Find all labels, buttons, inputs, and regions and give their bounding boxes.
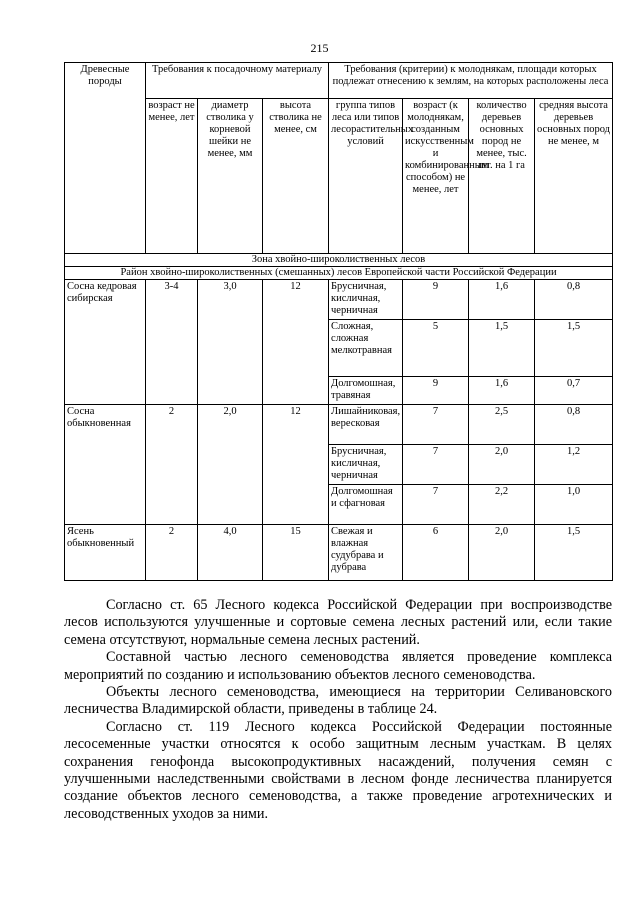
tree-count-cell: 2,0 bbox=[469, 445, 535, 485]
average-height-cell: 0,7 bbox=[535, 377, 613, 405]
paragraph-seed-use: Согласно ст. 65 Лесного кодекса Российской Федерации при воспроизводстве лесов используются улучшенные и сортовые семена лесных растений или, если такие семена отсутствуют, нормальные семена лесных растений. bbox=[64, 597, 612, 648]
species-cell: Ясень обыкновенный bbox=[65, 525, 146, 581]
forest-type-cell: Брусничная, кисличная, черничная bbox=[329, 280, 403, 320]
average-height-cell: 1,5 bbox=[535, 525, 613, 581]
tree-count-cell: 1,6 bbox=[469, 377, 535, 405]
forest-type-cell: Свежая и влажная судубрава и дубрава bbox=[329, 525, 403, 581]
header-age: возраст не менее, лет bbox=[146, 99, 198, 254]
body-text bbox=[64, 597, 612, 823]
young-age-cell: 6 bbox=[403, 525, 469, 581]
table-row bbox=[65, 525, 613, 581]
diameter-cell: 3,0 bbox=[198, 280, 263, 405]
average-height-cell: 1,5 bbox=[535, 320, 613, 377]
diameter-cell: 2,0 bbox=[198, 405, 263, 525]
header-tree-count: количество деревьев основных пород не менее, тыс. шт. на 1 га bbox=[469, 99, 535, 254]
young-age-cell: 9 bbox=[403, 377, 469, 405]
header-planting-material: Требования к посадочному материалу bbox=[146, 63, 329, 99]
header-forest-group: группа типов леса или типов лесорастительных условий bbox=[329, 99, 403, 254]
forest-type-cell: Лишайниковая, вересковая bbox=[329, 405, 403, 445]
paragraph-seed-plots: Согласно ст. 119 Лесного кодекса Российской Федерации постоянные лесосеменные участки относятся к особо защитным лесным участкам. В целях сохранения генофонда высокопродуктивных насаждений, получения семян с улучшенными наследственными свойствами в лесном фонде лесничества планируется создание объектов лесного семеноводства, а также проведение агротехнических и лесоводственных уходов за ними. bbox=[64, 718, 612, 822]
average-height-cell: 0,8 bbox=[535, 280, 613, 320]
young-age-cell: 9 bbox=[403, 280, 469, 320]
forest-type-cell: Долгомошная и сфагновая bbox=[329, 485, 403, 525]
region-row: Район хвойно-широколиственных (смешанных) лесов Европейской части Российской Федерации bbox=[65, 267, 613, 280]
forest-type-cell: Брусничная, кисличная, черничная bbox=[329, 445, 403, 485]
young-age-cell: 7 bbox=[403, 485, 469, 525]
tree-count-cell: 1,5 bbox=[469, 320, 535, 377]
forest-type-cell: Долгомошная, травяная bbox=[329, 377, 403, 405]
young-age-cell: 7 bbox=[403, 445, 469, 485]
age-cell: 2 bbox=[146, 405, 198, 525]
average-height-cell: 1,2 bbox=[535, 445, 613, 485]
young-age-cell: 5 bbox=[403, 320, 469, 377]
species-cell: Сосна кедровая сибирская bbox=[65, 280, 146, 405]
paragraph-seed-component: Составной частью лесного семеноводства является проведение комплекса мероприятий по созданию и использованию объектов лесного семеноводства. bbox=[64, 649, 612, 683]
height-cell: 15 bbox=[263, 525, 329, 581]
tree-count-cell: 2,2 bbox=[469, 485, 535, 525]
table-row bbox=[65, 280, 613, 320]
forest-type-cell: Сложная, сложная мелкотравная bbox=[329, 320, 403, 377]
tree-count-cell: 2,5 bbox=[469, 405, 535, 445]
height-cell: 12 bbox=[263, 280, 329, 405]
age-cell: 3-4 bbox=[146, 280, 198, 405]
paragraph-seed-objects: Объекты лесного семеноводства, имеющиеся на территории Селивановского лесничества Владимирской области, приведены в таблице 24. bbox=[64, 684, 612, 718]
diameter-cell: 4,0 bbox=[198, 525, 263, 581]
young-age-cell: 7 bbox=[403, 405, 469, 445]
header-young-age: возраст (к молоднякам, созданным искусственным и комбинированным способом) не менее, лет bbox=[403, 99, 469, 254]
table-row bbox=[65, 405, 613, 445]
average-height-cell: 0,8 bbox=[535, 405, 613, 445]
tree-count-cell: 1,6 bbox=[469, 280, 535, 320]
height-cell: 12 bbox=[263, 405, 329, 525]
age-cell: 2 bbox=[146, 525, 198, 581]
reforestation-requirements-table bbox=[64, 62, 613, 581]
header-diameter: диаметр стволика у корневой шейки не менее, мм bbox=[198, 99, 263, 254]
tree-count-cell: 2,0 bbox=[469, 525, 535, 581]
average-height-cell: 1,0 bbox=[535, 485, 613, 525]
zone-row: Зона хвойно-широколиственных лесов bbox=[65, 254, 613, 267]
header-height: высота стволика не менее, см bbox=[263, 99, 329, 254]
header-species: Древесные породы bbox=[65, 63, 146, 254]
header-average-height: средняя высота деревьев основных пород не менее, м bbox=[535, 99, 613, 254]
page-number: 215 bbox=[310, 41, 329, 55]
header-young-stand-criteria: Требования (критерии) к молоднякам, площади которых подлежат отнесению к землям, на которых расположены леса bbox=[329, 63, 613, 99]
species-cell: Сосна обыкновенная bbox=[65, 405, 146, 525]
